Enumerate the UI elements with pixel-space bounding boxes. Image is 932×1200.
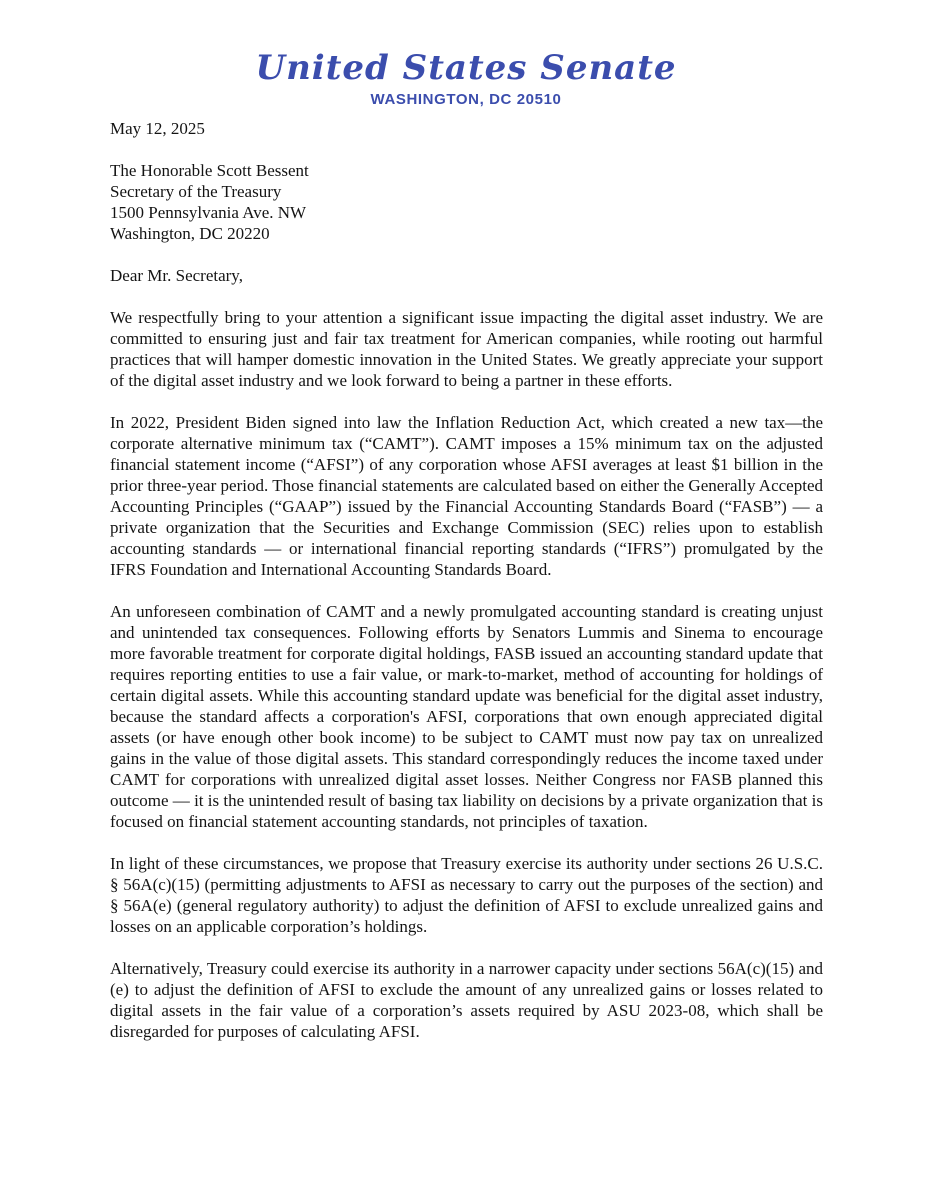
date-line: May 12, 2025 <box>110 119 205 139</box>
letter-body <box>110 118 823 1042</box>
salutation: Dear Mr. Secretary, <box>110 266 243 286</box>
recipient-address <box>110 160 823 244</box>
letter-paragraph-alternative: Alternatively, Treasury could exercise its authority in a narrower capacity under sections 56A(c)(15) and (e) to adjust the definition of AFSI to exclude the amount of any unrealized gains or losses related to digital assets in the fair value of a corporation’s assets required by ASU 2023-08, which shall be disregarded for purposes of calculating AFSI. <box>110 959 823 1042</box>
recipient-title: Secretary of the Treasury <box>110 182 282 202</box>
letterhead-title: United States Senate <box>255 48 677 88</box>
letterhead-subtitle: WASHINGTON, DC 20510 <box>370 91 562 109</box>
recipient-street: 1500 Pennsylvania Ave. NW <box>110 203 307 223</box>
recipient-name: The Honorable Scott Bessent <box>110 161 309 181</box>
letter-paragraph-proposal: In light of these circumstances, we propose that Treasury exercise its authority under sections 26 U.S.C. § 56A(c)(15) (permitting adjustments to AFSI as necessary to carry out the purposes of the section) and § 56A(e) (general regulatory authority) to adjust the definition of AFSI to exclude unrealized gains and losses on an applicable corporation’s holdings. <box>110 854 823 937</box>
letter-paragraph-camt-background: In 2022, President Biden signed into law the Inflation Reduction Act, which created a new tax—the corporate alternative minimum tax (“CAMT”). CAMT imposes a 15% minimum tax on the adjusted financial statement income (“AFSI”) of any corporation whose AFSI averages at least $1 billion in the prior three-year period. Those financial statements are calculated based on either the Generally Accepted Accounting Principles (“GAAP”) issued by the Financial Accounting Standards Board (“FASB”) — a private organization that the Securities and Exchange Commission (SEC) relies upon to establish accounting standards — or international financial reporting standards (“IFRS”) promulgated by the IFRS Foundation and International Accounting Standards Board. <box>110 413 823 580</box>
recipient-city: Washington, DC 20220 <box>110 224 270 244</box>
letter-paragraph-intro: We respectfully bring to your attention a significant issue impacting the digital asset industry. We are committed to ensuring just and fair tax treatment for American companies, while rooting out harmful practices that will hamper domestic innovation in the United States. We greatly appreciate your support of the digital asset industry and we look forward to being a partner in these efforts. <box>110 308 823 391</box>
letterhead <box>0 50 932 108</box>
letter-paragraph-unintended-consequences: An unforeseen combination of CAMT and a newly promulgated accounting standard is creating unjust and unintended tax consequences. Following efforts by Senators Lummis and Sinema to encourage more favorable treatment for corporate digital holdings, FASB issued an accounting standard update that requires reporting entities to use a fair value, or mark-to-market, method of accounting for holdings of certain digital assets. While this accounting standard update was beneficial for the digital asset industry, because the standard affects a corporation's AFSI, corporations that own enough appreciated digital assets (or have enough other book income) to be subject to CAMT must now pay tax on unrealized gains in the value of those digital assets. This standard correspondingly reduces the income taxed under CAMT for corporations with unrealized digital asset losses. Neither Congress nor FASB planned this outcome — it is the unintended result of basing tax liability on decisions by a private organization that is focused on financial statement accounting standards, not principles of taxation. <box>110 602 823 832</box>
